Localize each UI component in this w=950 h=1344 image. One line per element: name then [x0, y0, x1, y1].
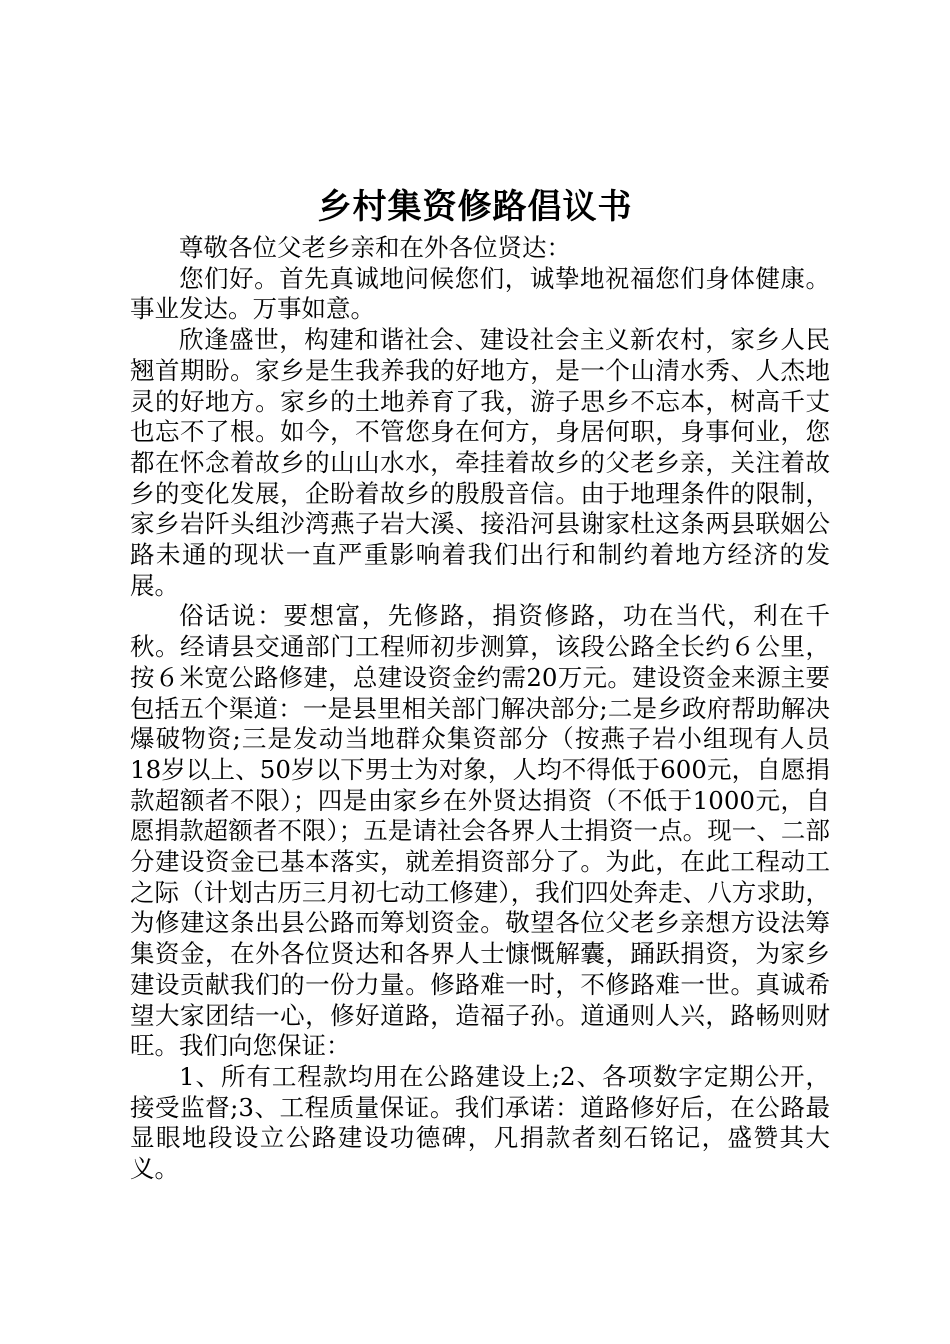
document-title: 乡村集资修路倡议书 [317, 187, 633, 227]
commitment-paragraph: 1、所有工程款均用在公路建设上;2、各项数字定期公开，接受监督;3、工程质量保证。我们承诺：道路修好后，在公路最显眼地段设立公路建设功德碑，凡捐款者刻石铭记，盛赞其大义。 [130, 1061, 830, 1184]
salutation-paragraph: 尊敬各位父老乡亲和在外各位贤达： [179, 233, 571, 262]
document-body [130, 233, 830, 1185]
funding-paragraph: 俗话说：要想富，先修路，捐资修路，功在当代，利在千秋。经请县交通部门工程师初步测算，该段公路全长约６公里，按６米宽公路修建，总建设资金约需20万元。建设资金来源主要包括五个渠道：一是县里相关部门解决部分;二是乡政府帮助解决爆破物资;三是发动当地群众集资部分（按燕子岩小组现有人员18岁以上、50岁以下男士为对象，人均不得低于600元，自愿捐款超额者不限）；四是由家乡在外贤达捐资（不低于1000元，自愿捐款超额者不限）；五是请社会各界人士捐资一点。现一、二部分建设资金已基本落实，就差捐资部分了。为此，在此工程动工之际（计划古历三月初七动工修建），我们四处奔走、八方求助，为修建这条出县公路而筹划资金。敬望各位父老乡亲想方设法筹集资金，在外各位贤达和各界人士慷慨解囊，踊跃捐资，为家乡建设贡献我们的一份力量。修路难一时，不修路难一世。真诚希望大家团结一心，修好道路，造福子孙。道通则人兴，路畅则财旺。我们向您保证： [130, 601, 830, 1061]
greeting-paragraph: 您们好。首先真诚地问候您们，诚挚地祝福您们身体健康。事业发达。万事如意。 [130, 263, 830, 324]
background-paragraph: 欣逢盛世，构建和谐社会、建设社会主义新农村，家乡人民翘首期盼。家乡是生我养我的好地方，是一个山清水秀、人杰地灵的好地方。家乡的土地养育了我，游子思乡不忘本，树高千丈也忘不了根。如今，不管您身在何方，身居何职，身事何业，您都在怀念着故乡的山山水水，牵挂着故乡的父老乡亲，关注着故乡的变化发展，企盼着故乡的殷殷音信。由于地理条件的限制，家乡岩阡头组沙湾燕子岩大溪、接沿河县谢家杜这条两县联姻公路未通的现状一直严重影响着我们出行和制约着地方经济的发展。 [130, 325, 830, 600]
